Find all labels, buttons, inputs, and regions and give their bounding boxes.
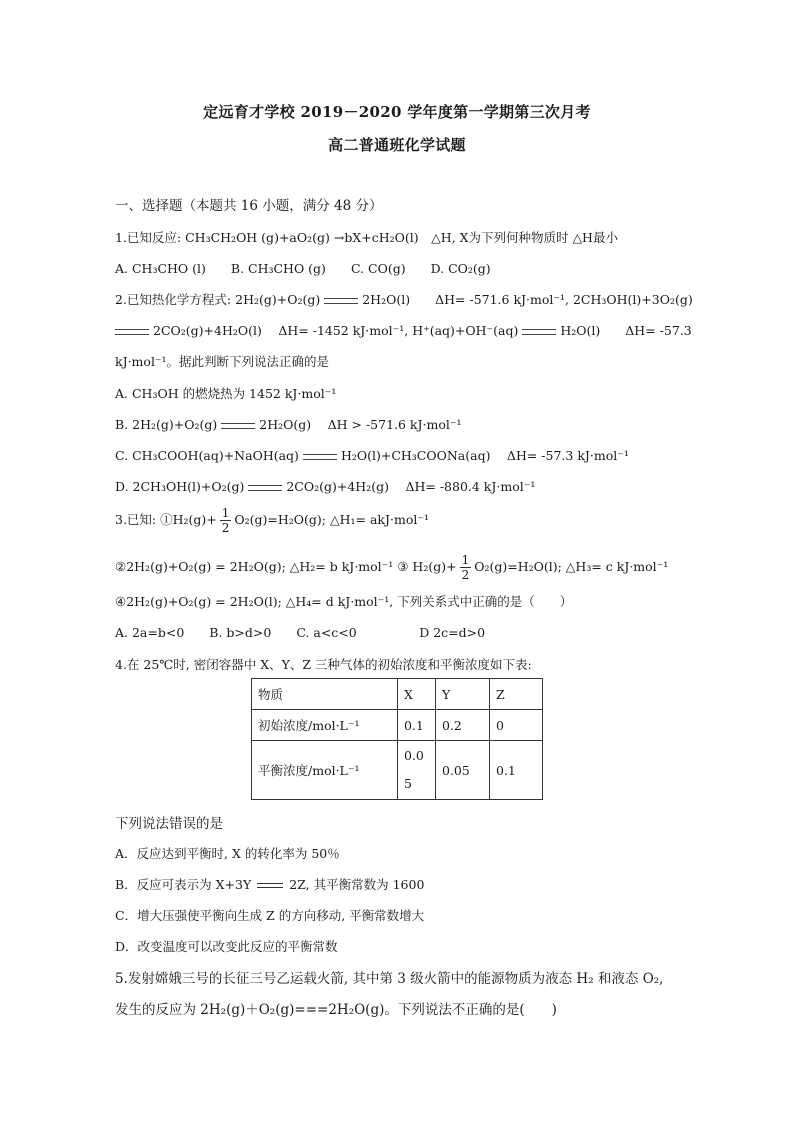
q2-option-c (115, 447, 629, 465)
q3-line2-left: ②2H₂(g)+O₂(g) = 2H₂O(g); △H₂= b kJ·mol⁻¹ ③ H₂(g)+ (115, 559, 457, 574)
q3-line3: ④2H₂(g)+O₂(g) = 2H₂O(l); △H₄= d kJ·mol⁻¹, 下列关系式中正确的是（ ） (115, 594, 573, 609)
q5-line1: 5.发射嫦娥三号的长征三号乙运载火箭, 其中第 3 级火箭中的能源物质为液态 H₂ 和液态 O₂, (115, 971, 664, 987)
q3-line2-right: O₂(g)=H₂O(l); △H₃= c kJ·mol⁻¹ (474, 559, 669, 574)
q3-line1-left: 3.已知: ①H₂(g)+ (115, 512, 217, 527)
q2-line2-right: H₂O(l) ΔH= -57.3 (560, 323, 692, 338)
equals-sign-icon (303, 454, 337, 460)
q3-line2 (115, 553, 668, 582)
reversible-arrow-icon (257, 883, 283, 889)
q2-option-d-left: D. 2CH₃OH(l)+O₂(g) (115, 479, 245, 494)
q2-line1-left: 2.已知热化学方程式: 2H₂(g)+O₂(g) (115, 292, 321, 307)
q3-line1-right: O₂(g)=H₂O(g); △H₁= akJ·mol⁻¹ (234, 512, 429, 527)
table-header: Y (436, 679, 490, 710)
table-cell: 0.05 (436, 741, 490, 800)
q1-options: A. CH₃CHO (l) B. CH₃CHO (g) C. CO(g) D. CO₂(g) (115, 261, 491, 276)
table-row (252, 679, 543, 710)
q3-options: A. 2a=b<0 B. b>d>0 C. a<c<0 D 2c=d>0 (115, 625, 486, 640)
q2-option-a: A. CH₃OH 的燃烧热为 1452 kJ·mol⁻¹ (115, 386, 337, 401)
table-cell-part: 5 (404, 776, 412, 791)
table-cell: 0.1 (490, 741, 543, 800)
q2-option-d-right: 2CO₂(g)+4H₂(g) ΔH= -880.4 kJ·mol⁻¹ (286, 479, 536, 494)
table-cell: 初始浓度/mol·L⁻¹ (252, 710, 398, 741)
concentration-table (251, 678, 543, 800)
table-header: 物质 (252, 679, 398, 710)
equals-sign-icon (324, 298, 358, 304)
q4-stem: 4.在 25℃时, 密闭容器中 X、Y、Z 三种气体的初始浓度和平衡浓度如下表: (115, 657, 532, 672)
fraction-denominator: 2 (461, 568, 470, 582)
equals-sign-icon (248, 485, 282, 491)
table-cell (398, 741, 436, 800)
fraction-half (460, 553, 472, 582)
fraction-numerator: 1 (221, 506, 230, 520)
exam-subtitle: 高二普通班化学试题 (328, 136, 466, 154)
fraction-numerator: 1 (461, 553, 470, 567)
table-header: Z (490, 679, 543, 710)
q2-option-c-right: H₂O(l)+CH₃COONa(aq) ΔH= -57.3 kJ·mol⁻¹ (340, 448, 629, 463)
table-row (252, 710, 543, 741)
q2-line2-mid: 2CO₂(g)+4H₂O(l) ΔH= -1452 kJ·mol⁻¹, H⁺(aq)+OH⁻(aq) (153, 323, 519, 338)
equals-sign-icon (522, 329, 556, 335)
q4-option-b (115, 876, 424, 894)
q4-option-c: C．增大压强使平衡向生成 Z 的方向移动, 平衡常数增大 (115, 908, 425, 923)
equals-sign-icon (115, 329, 149, 335)
table-cell: 0.1 (398, 710, 436, 741)
equals-sign-icon (221, 423, 255, 429)
q2-option-b-left: B. 2H₂(g)+O₂(g) (115, 417, 218, 432)
q2-option-d (115, 478, 535, 496)
q4-option-d: D．改变温度可以改变此反应的平衡常数 (115, 939, 338, 954)
q4-option-b-right: 2Z, 其平衡常数为 1600 (289, 877, 425, 892)
fraction-denominator: 2 (221, 521, 230, 535)
q2-option-c-left: C. CH₃COOH(aq)+NaOH(aq) (115, 448, 299, 463)
q2-line3: kJ·mol⁻¹。据此判断下列说法正确的是 (115, 354, 330, 369)
q5-line2: 发生的反应为 2H₂(g)＋O₂(g)===2H₂O(g)。下列说法不正确的是( ) (115, 1002, 557, 1018)
q4-option-a: A．反应达到平衡时, X 的转化率为 50％ (115, 846, 340, 861)
q4-option-b-left: B．反应可表示为 X+3Y (115, 877, 252, 892)
table-header: X (398, 679, 436, 710)
q1-stem: 1.已知反应: CH₃CH₂OH (g)+aO₂(g) →bX+cH₂O(l) △H, X为下列何种物质时 △H最小 (115, 230, 618, 245)
q2-line2 (115, 322, 692, 340)
table-cell: 平衡浓度/mol·L⁻¹ (252, 741, 398, 800)
q2-line1 (115, 291, 693, 309)
table-cell: 0.2 (436, 710, 490, 741)
q2-option-b-right: 2H₂O(g) ΔH > -571.6 kJ·mol⁻¹ (259, 417, 462, 432)
q4-after-table: 下列说法错误的是 (115, 816, 223, 832)
table-cell-part: 0.0 (404, 748, 424, 763)
fraction-half (220, 506, 232, 535)
q2-option-b (115, 416, 461, 434)
table-cell: 0 (490, 710, 543, 741)
exam-title: 定远育才学校 2019－2020 学年度第一学期第三次月考 (203, 103, 591, 121)
section-heading: 一、选择题（本题共 16 小题，满分 48 分） (115, 198, 383, 214)
q3-line1 (115, 506, 429, 535)
table-row (252, 741, 543, 800)
q2-line1-right: 2H₂O(l) ΔH= -571.6 kJ·mol⁻¹, 2CH₃OH(l)+3O₂(g) (362, 292, 693, 307)
